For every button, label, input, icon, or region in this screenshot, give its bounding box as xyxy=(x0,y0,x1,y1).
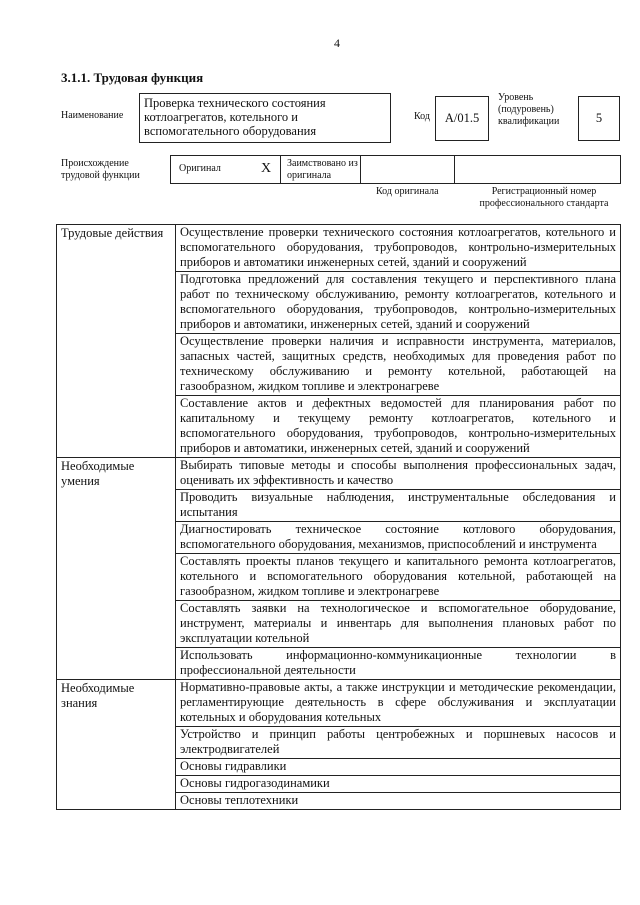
table-row xyxy=(57,225,621,272)
name-label: Наименование xyxy=(61,110,124,121)
row-item: Подготовка предложений для составления текущего и перспективного плана работ по техническому обслуживанию, ремонту котлоагрегатов, котельного и вспомогательного оборудования, трубопроводов, контрольно-измерительных приборов и автоматики, инженерных сетей, зданий и сооружений xyxy=(176,272,621,334)
row-item: Диагностировать техническое состояние котлового оборудования, вспомогательного оборудования, механизмов, приспособлений и инструмента xyxy=(176,522,621,554)
table-row xyxy=(57,680,621,727)
code-value: A/01.5 xyxy=(435,96,489,141)
origin-original-mark: X xyxy=(261,161,272,176)
row-item: Использовать информационно-коммуникационные технологии в профессиональной деятельности xyxy=(176,648,621,680)
origin-original-cell xyxy=(171,156,281,183)
name-value: Проверка технического состояния котлоагрегатов, котельного и вспомогательного оборудования xyxy=(139,93,391,143)
caption-registration-number: Регистрационный номер профессионального стандарта xyxy=(479,186,609,209)
origin-borrowed-label: Заимствовано из оригинала xyxy=(287,158,358,181)
row-item: Основы гидрогазодинамики xyxy=(176,776,621,793)
row-item: Устройство и принцип работы центробежных и поршневых насосов и электродвигателей xyxy=(176,727,621,759)
row-item: Осуществление проверки наличия и исправности инструмента, материалов, запасных частей, защитных средств, необходимых для проведения работ по техническому обслуживанию и ремонту котельной, работающей на газообразном, жидком топливе и электронагреве xyxy=(176,334,621,396)
function-details-table xyxy=(56,224,621,810)
level-value: 5 xyxy=(578,96,620,141)
origin-borrowed-cell xyxy=(281,156,361,183)
level-label: Уровень (подуровень) квалификации xyxy=(498,92,560,127)
caption-code-original: Код оригинала xyxy=(376,186,439,197)
page-number: 4 xyxy=(334,36,340,50)
origin-label: Происхождение трудовой функции xyxy=(61,158,140,181)
code-label: Код xyxy=(414,111,430,122)
row-item: Нормативно-правовые акты, а также инструкции и методические рекомендации, регламентирующие деятельность в сфере обслуживания и эксплуатации котельных и оборудования котельных xyxy=(176,680,621,727)
row-item: Составлять проекты планов текущего и капитального ремонта котлоагрегатов, котельного и вспомогательного оборудования котельной, работающей на газообразном, жидком топливе и электронагреве xyxy=(176,554,621,601)
row-item: Основы теплотехники xyxy=(176,793,621,810)
row-item: Составление актов и дефектных ведомостей для планирования работ по капитальному и текущему ремонту котлоагрегатов, котельного и вспомогательного оборудования, трубопроводов, контрольно-измерительных приборов и автоматики, инженерных сетей, зданий и сооружений xyxy=(176,396,621,458)
row-item: Составлять заявки на технологическое и вспомогательное оборудование, инструмент, материалы и инвентарь для выполнения плановых работ по эксплуатации котельной xyxy=(176,601,621,648)
row-category: Трудовые действия xyxy=(57,225,176,458)
section-title: 3.1.1. Трудовая функция xyxy=(61,70,204,85)
table-row xyxy=(57,458,621,490)
row-item: Проводить визуальные наблюдения, инструментальные обследования и испытания xyxy=(176,490,621,522)
origin-table xyxy=(170,155,621,184)
row-category: Необходимые знания xyxy=(57,680,176,810)
row-item: Основы гидравлики xyxy=(176,759,621,776)
origin-original-label: Оригинал xyxy=(179,163,221,174)
row-category: Необходимые умения xyxy=(57,458,176,680)
row-item: Осуществление проверки технического состояния котлоагрегатов, котельного и вспомогательного оборудования, трубопроводов, контрольно-измерительных приборов и автоматики инженерных сетей, зданий и сооружений xyxy=(176,225,621,272)
origin-code-cell xyxy=(361,156,455,183)
row-item: Выбирать типовые методы и способы выполнения профессиональных задач, оценивать их эффективность и качество xyxy=(176,458,621,490)
